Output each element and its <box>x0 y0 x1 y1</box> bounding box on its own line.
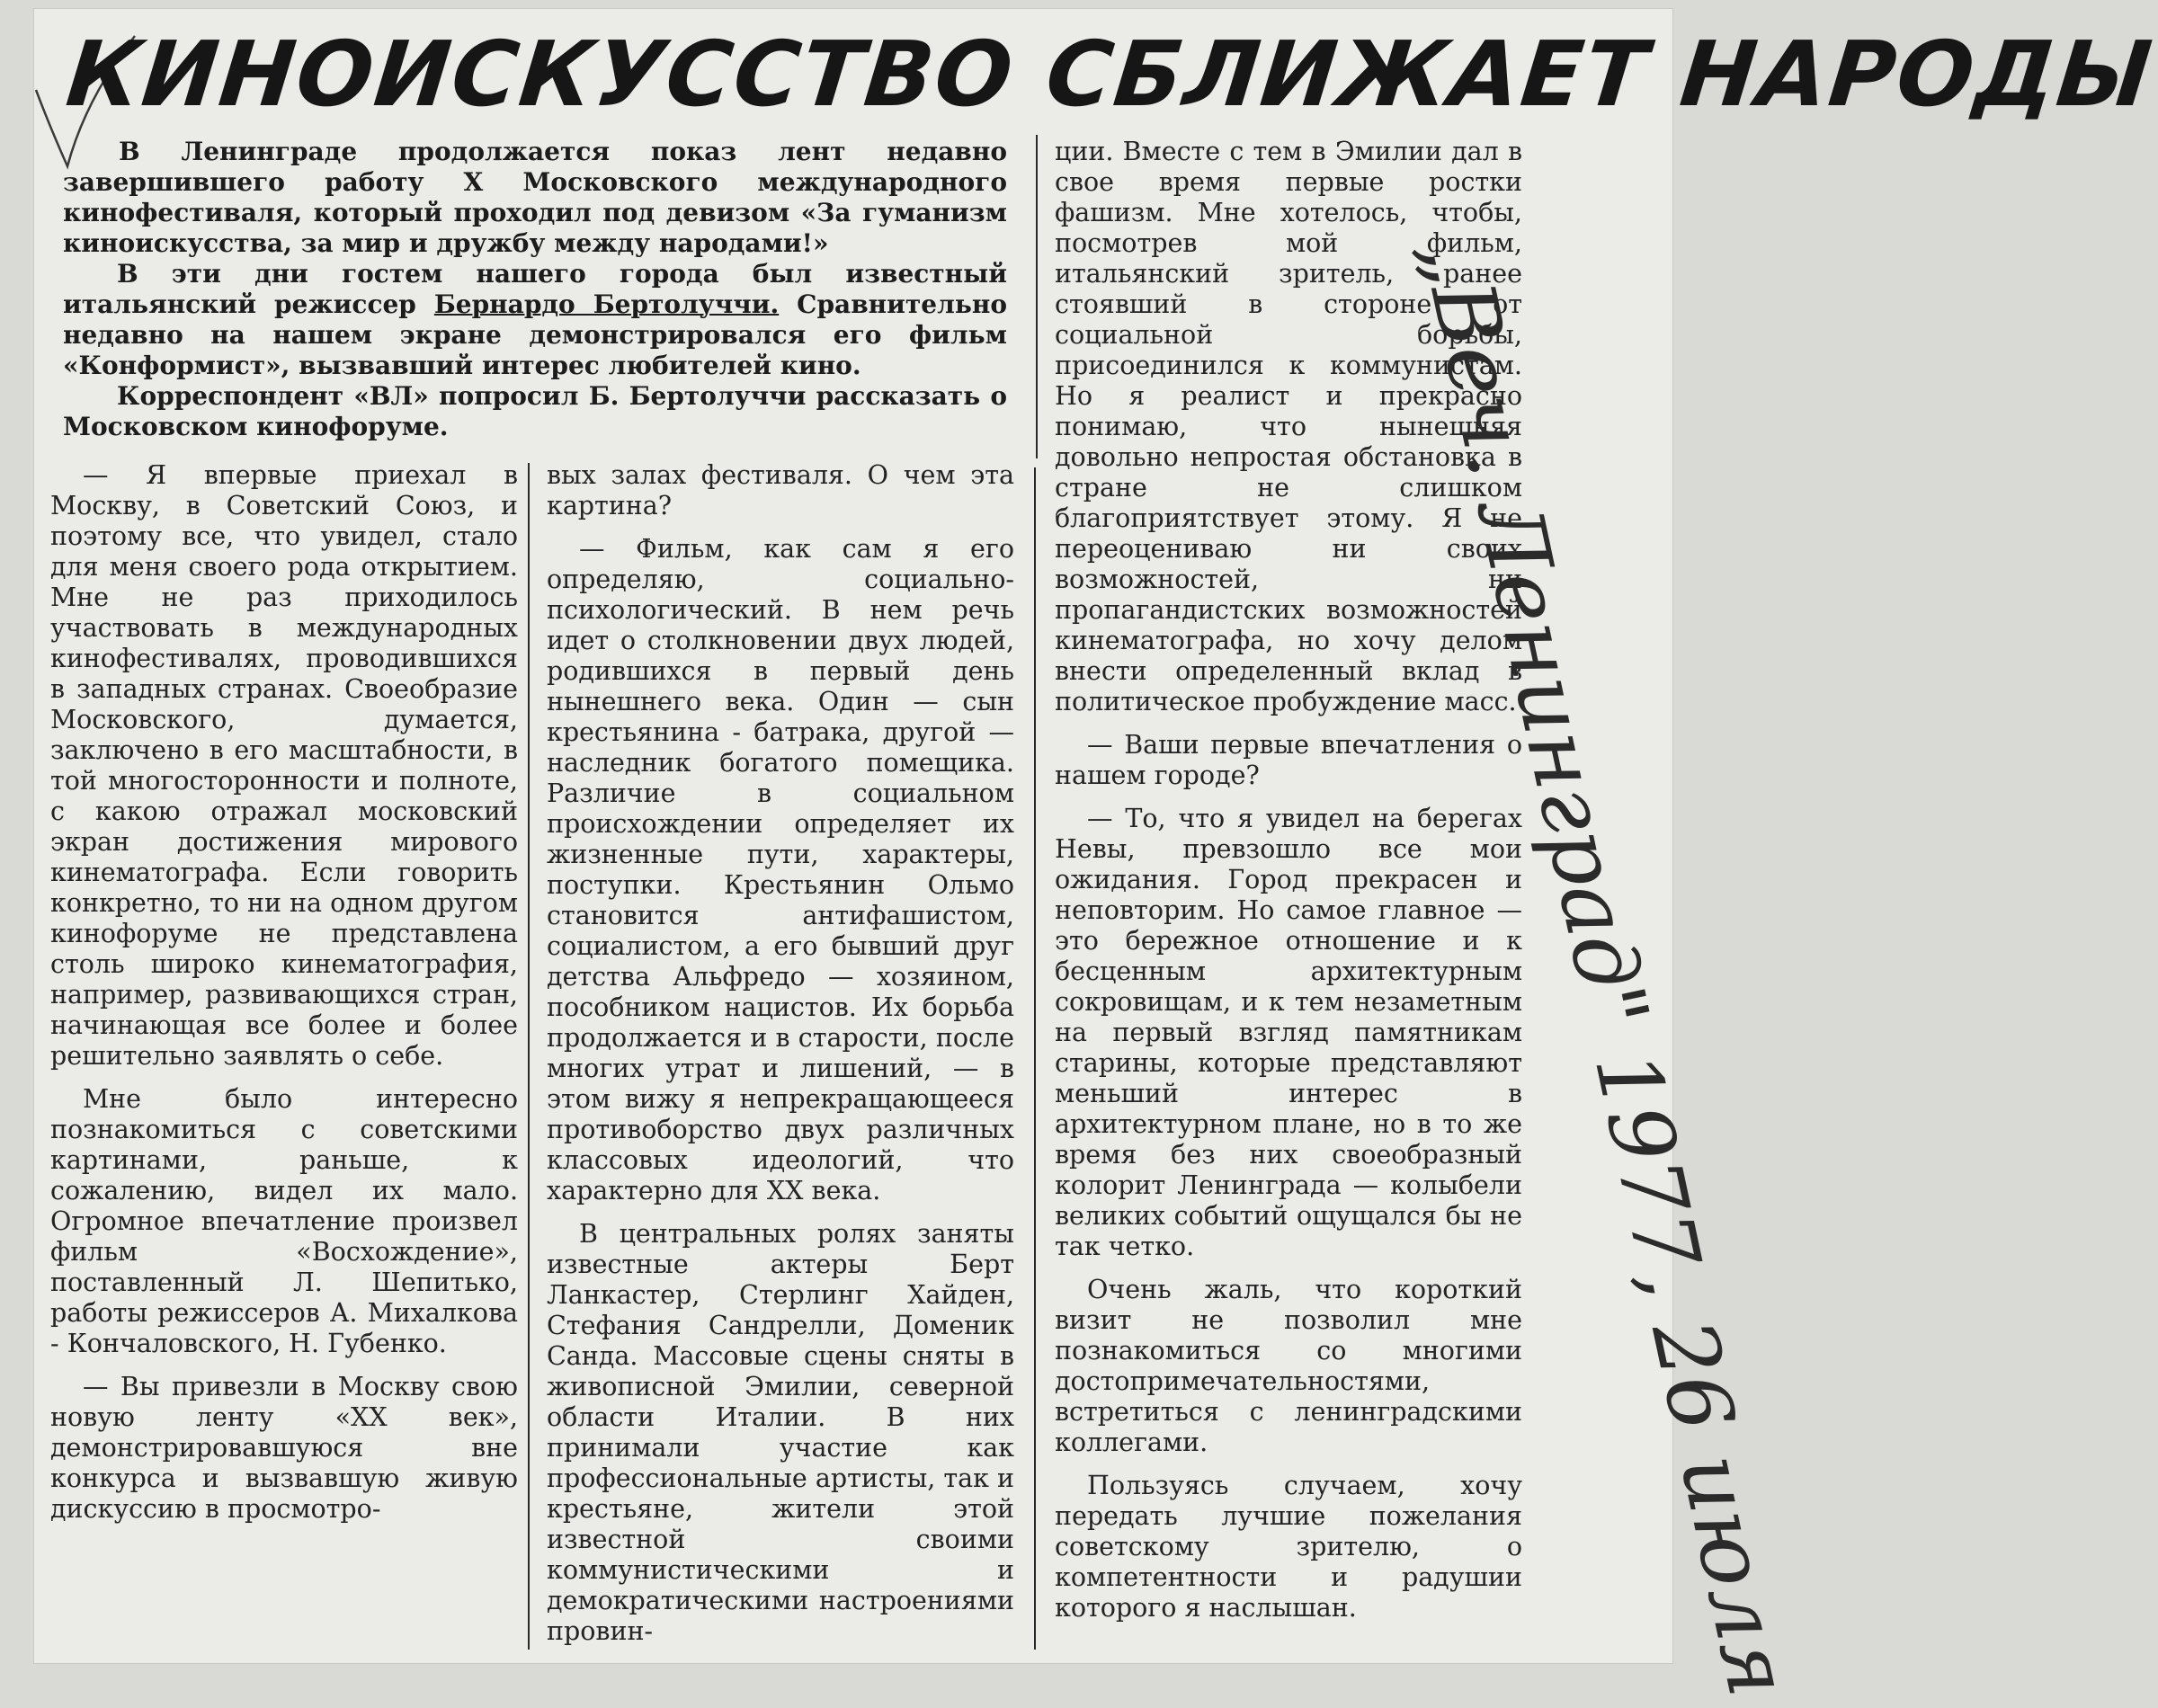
lead-text: В эти дни гостем нашего города был известный итальянский режиссер <box>63 259 1007 319</box>
body-paragraph: — Фильм, как сам я его определяю, социально-психологический. В нем речь идет о столкновении двух людей, родившихся в первый день нынешнего века. Один — сын крестьянина - батрака, другой — наследник богатого помещика. Различие в социальном происхождении определяет их жизненные пути, характеры, поступки. Крестьянин Ольмо становится антифашистом, социалистом, а его бывший друг детства Альфредо — хозяином, пособником нацистов. Их борьба продолжается и в старости, после многих утрат и лишений, — в этом вижу я непрекращающееся противоборство двух различных классовых идеологий, что характерно для XX века. <box>547 534 1014 1205</box>
handwritten-source-date: „Веч. Ленинград" 1977, 26 июля <box>1402 228 1810 1705</box>
handwritten-note <box>1402 135 1810 1705</box>
body-paragraph: Пользуясь случаем, хочу передать лучшие пожелания советскому зрителю, о компетентности и радушии которого я наслышан. <box>1055 1471 1522 1623</box>
text-column-2 <box>547 460 1014 1659</box>
text-column-1 <box>50 460 518 1537</box>
lead-paragraph <box>63 259 1007 381</box>
director-name-underlined: Бернардо Бертолуччи. <box>433 289 780 319</box>
column-divider <box>1036 135 1038 458</box>
body-paragraph: — Вы привезли в Москву свою новую ленту «ХХ век», демонстрировавшуюся вне конкурса и вызвавшую живую дискуссию в просмотро- <box>50 1372 518 1524</box>
body-paragraph: Мне было интересно познакомиться с советскими картинами, раньше, к сожалению, видел их мало. Огромное впечатление произвел фильм «Восхождение», поставленный Л. Шепитько, работы режиссеров А. Михалкова - Кончаловского, Н. Губенко. <box>50 1084 518 1358</box>
column-divider <box>528 463 530 1650</box>
lead-paragraph: В Ленинграде продолжается показ лент недавно завершившего работу X Московского международного кинофестиваля, который проходил под девизом «За гуманизм киноискусства, за мир и дружбу между народами!» <box>63 137 1007 258</box>
body-paragraph: В центральных ролях заняты известные актеры Берт Ланкастер, Стерлинг Хайден, Стефания Сандрелли, Доменик Санда. Массовые сцены сняты в живописной Эмилии, северной области Италии. В них принимали участие как профессиональные артисты, так и крестьяне, жители этой известной своими коммунистическими и демократическими настроениями провин- <box>547 1219 1015 1646</box>
lead-text: Сравнительно недавно на нашем экране демонстрировался его фильм «Конформист», вызвавший интерес любителей кино. <box>63 289 1007 380</box>
column-divider <box>1034 467 1036 1650</box>
body-paragraph: — То, что я увидел на берегах Невы, превзошло все мои ожидания. Город прекрасен и неповторим. Но самое главное — это бережное отношение и к бесценным архитектурным сокровищам, и к тем незаметным на первый взгляд памятникам старины, которые представляют меньший интерес в архитектурном плане, но в то же время без них своеобразный колорит Ленинграда — колыбели великих событий ощущался бы не так четко. <box>1055 804 1522 1261</box>
body-paragraph: вых залах фестиваля. О чем эта картина? <box>547 460 1014 520</box>
body-paragraph: Очень жаль, что короткий визит не позволил мне познакомиться со многими достопримечательностями, встретиться с ленинградскими коллегами. <box>1055 1275 1522 1457</box>
lead-paragraphs <box>63 137 1007 442</box>
lead-paragraph: Корреспондент «ВЛ» попросил Б. Бертолуччи рассказать о Московском кинофоруме. <box>63 381 1007 441</box>
headline: КИНОИСКУССТВО СБЛИЖАЕТ НАРОДЫ <box>61 22 2158 127</box>
body-paragraph: — Я впервые приехал в Москву, в Советский Союз, и поэтому все, что увидел, стало для меня своего рода открытием. Мне не раз приходилось участвовать в международных кинофестивалях, проводившихся в западных странах. Своеобразие Московского, думается, заключено в его масштабности, в той многосторонности и полноте, с какою отражал московский экран достижения мирового кинематографа. Если говорить конкретно, то ни на одном другом кинофоруме не представлена столь широко кинематография, например, развивающихся стран, начинающая все более и более решительно заявлять о себе. <box>50 460 518 1071</box>
body-paragraph: — Ваши первые впечатления о нашем городе? <box>1055 730 1522 790</box>
body-paragraph: ции. Вместе с тем в Эмилии дал в свое время первые ростки фашизм. Мне хотелось, чтобы, посмотрев мой фильм, итальянский зритель, ранее стоявший в стороне от социальной борьбы, присоединился к коммунистам. Но я реалист и прекрасно понимаю, что нынешняя довольно непростая обстановка в стране не слишком благоприятствует этому. Я не переоцениваю ни своих возможностей, ни пропагандистских возможностей кинематографа, но хочу делом внести определенный вклад в политическое пробуждение масс. <box>1055 137 1522 716</box>
